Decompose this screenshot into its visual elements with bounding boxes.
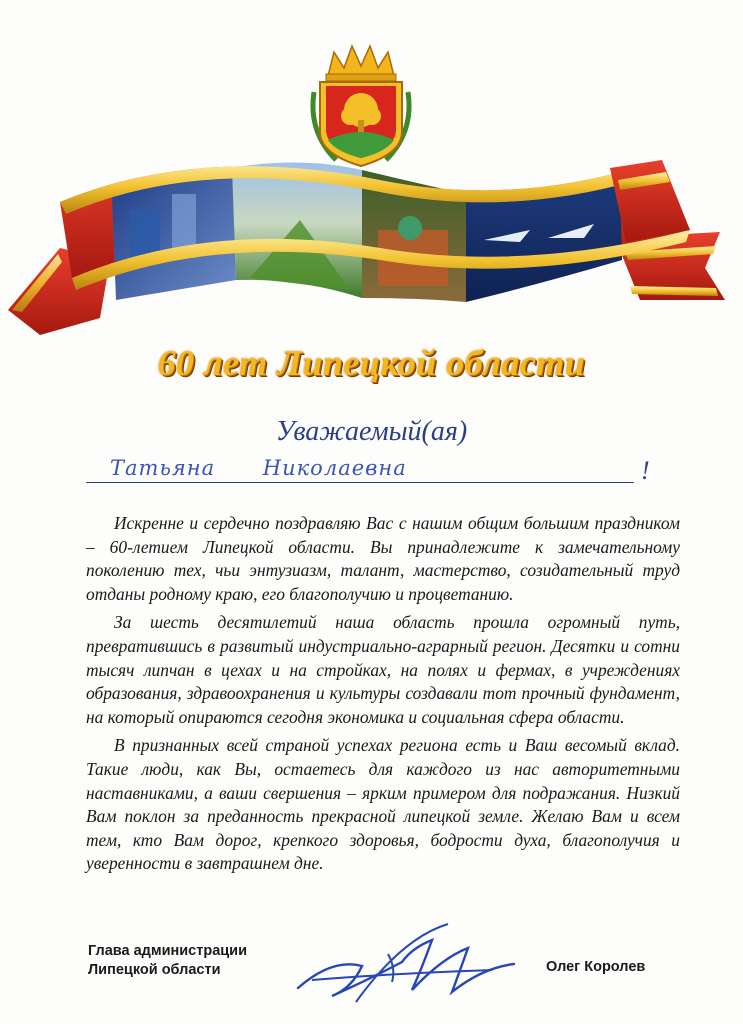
body-paragraph-1: Искренне и сердечно поздравляю Вас с нашим общим большим праздником – 60-летием Липецкой области. Вы принадлежите к замечательному поколению тех, чьи энтузиазм, талант, мастерство, созидательный труд отданы родному краю, его благополучию и процветанию.: [86, 513, 680, 604]
signer-position-line-2: Липецкой области: [88, 962, 221, 978]
recipient-name-handwritten: Татьяна Николаевна: [110, 456, 407, 480]
body-paragraph-2: За шесть десятилетий наша область прошла огромный путь, превратившись в развитый индустриально-аграрный регион. Десятки и сотни тысяч липчан в цехах и на стройках, на полях и фермах, в учреждениях образования, здравоохранения и культуры создавали тот прочный фундамент, на который опираются сегодня экономика и социальная сфера области.: [86, 612, 680, 727]
signer-position-line-1: Глава администрации: [88, 943, 247, 959]
signer-position: [88, 942, 247, 980]
letter-body: [86, 512, 680, 881]
photo-ribbon-banner: [0, 150, 743, 350]
signer-name: Олег Королев: [546, 959, 646, 975]
handwritten-signature: [292, 918, 520, 1010]
salutation: Уважаемый(ая): [275, 416, 468, 447]
letter-heading: 60 лет Липецкой области: [157, 343, 586, 383]
exclamation-mark: !: [641, 456, 650, 485]
recipient-name-line: [86, 482, 634, 483]
body-paragraph-3: В признанных всей страной успехах региона есть и Ваш весомый вклад. Такие люди, как Вы, остаетесь для каждого из нас авторитетными наставниками, а ваши свершения – ярким примером для подражания. Низкий Вам поклон за преданность прекрасной липецкой земле. Желаю Вам и всем тем, кто Вам дорог, крепкого здоровья, бодрости духа, благополучия и уверенности в завтрашнем дне.: [86, 735, 680, 874]
